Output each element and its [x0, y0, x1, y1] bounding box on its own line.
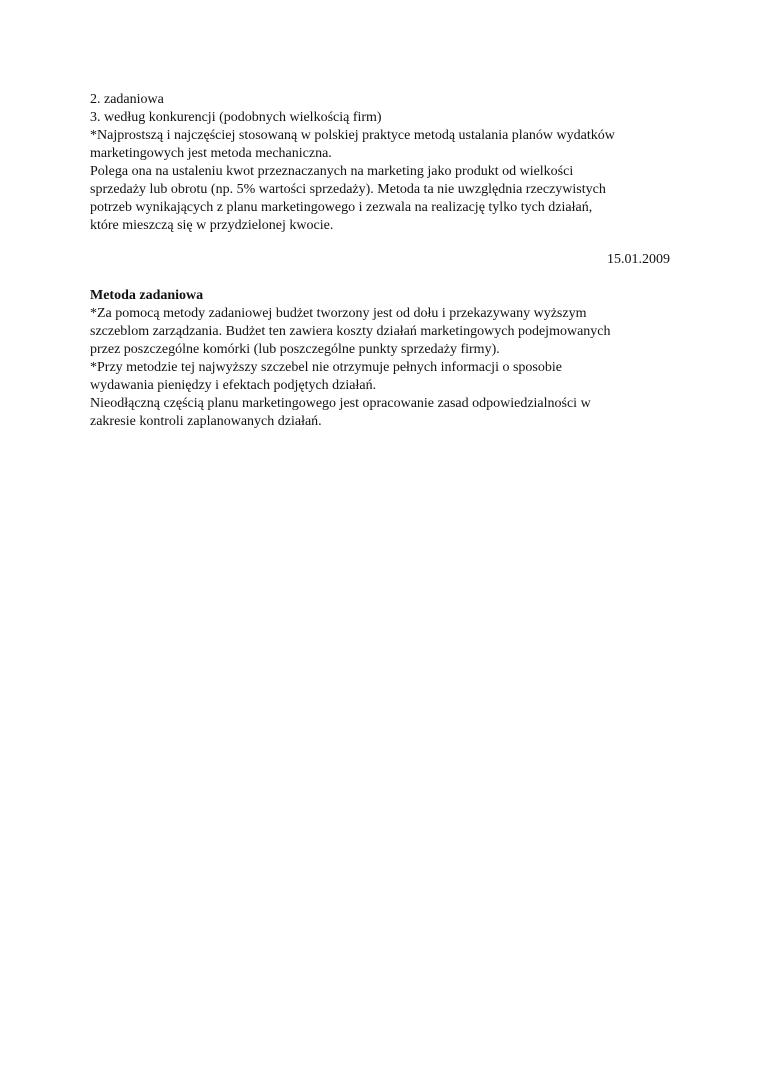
- text-line: potrzeb wynikających z planu marketingowego i zezwala na realizację tylko tych działań,: [90, 200, 593, 215]
- section-task-method: [90, 287, 670, 431]
- text-line: 2. zadaniowa: [90, 92, 164, 107]
- text-line: marketingowych jest metoda mechaniczna.: [90, 146, 332, 161]
- text-line: zakresie kontroli zaplanowanych działań.: [90, 414, 322, 429]
- text-line: szczeblom zarządzania. Budżet ten zawiera koszty działań marketingowych podejmowanych: [90, 324, 611, 339]
- text-line: Nieodłączną częścią planu marketingowego jest opracowanie zasad odpowiedzialności w: [90, 396, 591, 411]
- text-line: *Przy metodzie tej najwyższy szczebel nie otrzymuje pełnych informacji o sposobie: [90, 360, 562, 375]
- text-line: które mieszczą się w przydzielonej kwocie.: [90, 218, 334, 233]
- section-heading: Metoda zadaniowa: [90, 288, 204, 303]
- document-date: 15.01.2009: [607, 252, 670, 267]
- text-line: Polega ona na ustaleniu kwot przeznaczanych na marketing jako produkt od wielkości: [90, 164, 574, 179]
- document-body: [90, 91, 670, 431]
- text-line: wydawania pieniędzy i efektach podjętych działań.: [90, 378, 377, 393]
- text-line: sprzedaży lub obrotu (np. 5% wartości sprzedaży). Metoda ta nie uwzględnia rzeczywistych: [90, 182, 606, 197]
- text-line: 3. według konkurencji (podobnych wielkością firm): [90, 110, 382, 125]
- text-line: *Najprostszą i najczęściej stosowaną w polskiej praktyce metodą ustalania planów wydatków: [90, 128, 615, 143]
- text-line: przez poszczególne komórki (lub poszczególne punkty sprzedaży firmy).: [90, 342, 500, 357]
- section-budget-methods: [90, 91, 670, 235]
- text-line: *Za pomocą metody zadaniowej budżet tworzony jest od dołu i przekazywany wyższym: [90, 306, 587, 321]
